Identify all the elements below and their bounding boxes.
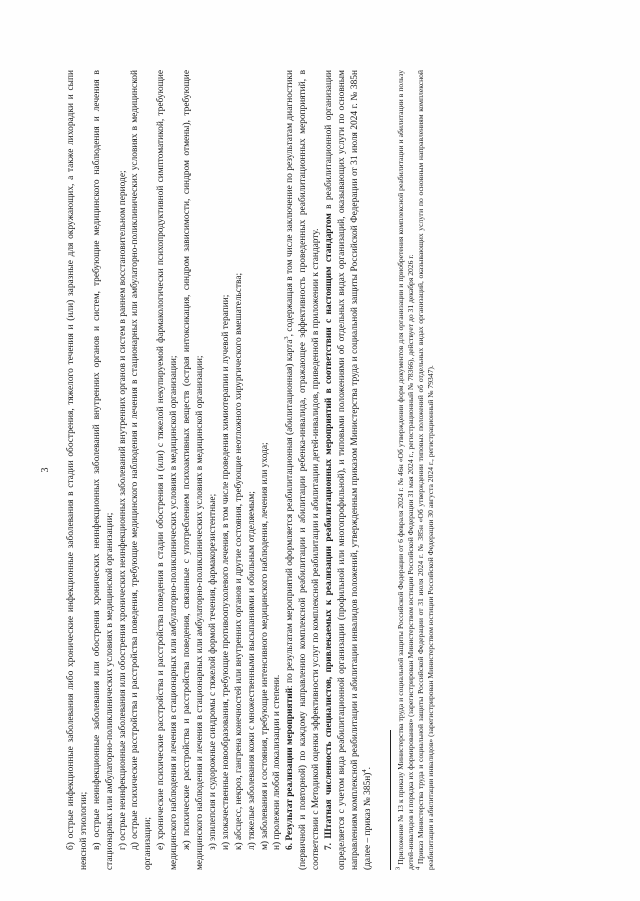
list-item: н) пролежни любой локализации и степени.: [272, 674, 283, 850]
footnote-mark-4: 4: [414, 866, 422, 870]
footnote-ref-4: 4: [360, 769, 368, 773]
section-6-text-end: , содержащая в том числе заключение по результатам диагностики (первичной и повторной) по каждому направлению комплексной реабилитации и абилитации ребенка-инвалида, отражающее эффективность проведенных реабилитационных мероприятий, в соответствии с Методикой оценки эффективности услуг по комплексной реабилитации и абилитации детей-инвалидов, приведенной в приложении к стандарту.: [285, 70, 322, 870]
section-6-text: : по результатам мероприятий оформляется реабилитационная (абилитационная) карта: [285, 339, 296, 688]
footnote-text-4: Приказ Министерства труда и социальной защиты Российской Федерации от 31 июля 2024 г. № 385н «Об утверждении типовых положений об отдельных видах организаций, оказывающих услуги по основным направлениям комплексной реабилитации и абилитации инвалидов» (зарегистрирован Министерством юстиции Российской Федерации 30 августа 2024 г., регистрационный № 79347).: [415, 70, 435, 870]
page-number: 3: [40, 467, 51, 473]
footnote-text-3: Приложение № 13 к приказу Министерства труда и социальной защиты Российской Федерации от 6 февраля 2024 г. № 46н «Об утверждении форм документов для организации и приобретения комплексной реабилитации и абилитации в пользу детей-инвалидов и порядка их формирования» (зарегистрирован Министерством юстиции Российской Федерации 31 мая 2024 г., регистрационный № 78366), действует до 31 декабря 2026 г.: [395, 70, 415, 870]
list-body: [65, 70, 284, 870]
section-6-heading: 6. Результат реализации мероприятий: [285, 687, 296, 850]
footnote-ref-3: 3: [283, 336, 291, 340]
section-7-paragraph: [323, 70, 375, 870]
footnote-4: [416, 70, 436, 870]
list-item: з) эпилепсия и судорожные синдромы с тяжелой формой течения, фармакорезистентные;: [207, 493, 218, 850]
section-7-text: в реабилитационной организации определяется с учетом вида реабилитационной организации (профильной или многопрофильной), и типовыми положениями об отдельных видах организаций, оказывающих услуги по основным направлениям комплексной реабилитации и абилитации инвалидов положений, утвержденным приказом Министерства труда и социальной защиты Российской Федерации от 31 июля 2024 г. № 385н (далее – приказ № 385н): [324, 70, 373, 870]
list-item: д) острые психические расстройства и расстройства поведения, требующие медицинского наблюдения и лечения в стационарных или амбулаторно-поликлинических условиях в медицинской организации;: [130, 70, 154, 870]
list-item: л) тяжелые заболевания кожи с множественными высыпаниями и обильным отделяемым;: [246, 491, 257, 850]
list-item: г) острые неинфекционные заболевания или обострения хронических неинфекционных заболеваний внутренних органов и систем в раннем восстановительном периоде;: [117, 170, 128, 850]
list-item: и) злокачественные новообразования, требующие противоопухолевого лечения, в том числе проведения химиотерапии и лучевой терапии;: [220, 294, 231, 850]
rotated-content: [40, 70, 600, 870]
list-item: м) заболевания и состояния, требующие интенсивного медицинского наблюдения, лечения или ухода;: [259, 442, 270, 850]
footnote-mark-3: 3: [394, 866, 402, 870]
footnote-divider: [390, 730, 391, 870]
list-item: к) абсцесс, некроз, гангрена конечностей или внутренних органов и другие состояния, требующие неотложного хирургического вмешательства;: [233, 272, 244, 850]
footnote-3: [396, 70, 416, 870]
section-6-paragraph: [284, 70, 323, 870]
section-7-text-end: .: [362, 767, 373, 770]
list-item: е) хронические психические расстройства и расстройства поведения в стадии обострения и (или) с тяжелой некупируемой фармакологически психопродуктивной симптоматикой, требующие медицинского наблюдения и лечения в стационарных или амбулаторно-поликлинических условиях в медицинской организации;: [156, 70, 180, 870]
list-item: в) острые неинфекционные заболевания или обострения хронических неинфекционных заболеваний внутренних органов и систем, требующие медицинского наблюдения и лечения в стационарных или амбулаторно-поликлинических условиях в медицинской организации;: [91, 70, 115, 870]
section-7-heading: 7. Штатная численность специалистов, привлекаемых к реализации реабилитационных мероприятий в соответствии с настоящим стандартом: [324, 213, 335, 850]
list-item: б) острые инфекционные заболевания либо хронические инфекционные заболевания в стадии обострения, тяжелого течения и (или) заразные для окружающих, а также лихорадки и сыпи неясной этиологии;: [65, 70, 89, 870]
list-item: ж) психические расстройства и расстройства поведения, связанные с употреблением психоактивных веществ (острая интоксикация, синдром зависимости, синдром отмены), требующие медицинского наблюдения и лечения в стационарных или амбулаторно-поликлинических условиях в медицинской организации;: [182, 70, 205, 870]
